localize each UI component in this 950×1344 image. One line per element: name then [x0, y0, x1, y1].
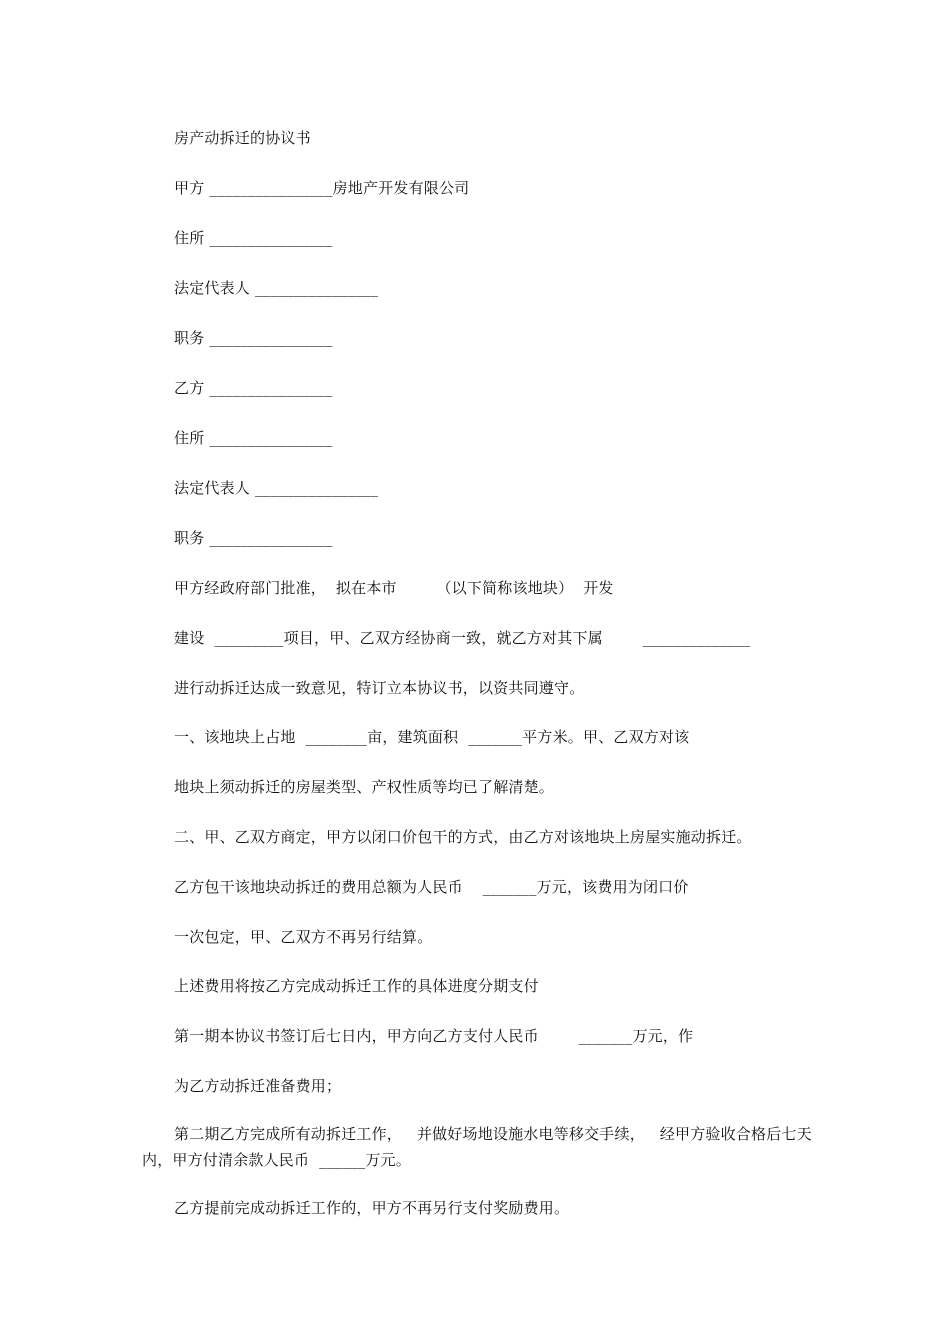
clause-2-line-2: 乙方包干该地块动拆迁的费用总额为人民币 _______万元，该费用为闭口价 [174, 878, 689, 896]
clause-1-line-2: 地块上须动拆迁的房屋类型、产权性质等均已了解清楚。 [174, 778, 555, 796]
payment-1-line-1: 第一期本协议书签订后七日内，甲方向乙方支付人民币 _______万元，作 [174, 1027, 694, 1045]
payment-2-paragraph: 第二期乙方完成所有动拆迁工作， 并做好场地设施水电等移交手续， 经甲方验收合格后七天内，甲方付清余款人民币 ______万元。 [142, 1125, 812, 1169]
clause-2-line-1: 二、甲、乙双方商定，甲方以闭口价包干的方式，由乙方对该地块上房屋实施动拆迁。 [174, 828, 752, 846]
clause-2-line-3: 一次包定，甲、乙双方不再另行结算。 [174, 928, 433, 946]
party-a-line: 甲方 ________________房地产开发有限公司 [174, 179, 470, 197]
party-a-legal-rep-line: 法定代表人 ________________ [174, 279, 379, 297]
recital-line-2: 建设 _________项目，甲、乙双方经协商一致，就乙方对其下属 ______________ [174, 629, 751, 647]
recital-line-1: 甲方经政府部门批准， 拟在本市 （以下简称该地块） 开发 [174, 579, 614, 597]
party-b-position-line: 职务 ________________ [174, 529, 333, 547]
party-b-legal-rep-line: 法定代表人 ________________ [174, 479, 379, 497]
recital-line-3: 进行动拆迁达成一致意见，特订立本协议书，以资共同遵守。 [174, 679, 585, 697]
payment-1-line-2: 为乙方动拆迁准备费用； [174, 1077, 342, 1095]
bonus-clause-line: 乙方提前完成动拆迁工作的，甲方不再另行支付奖励费用。 [174, 1199, 570, 1217]
document-title: 房产动拆迁的协议书 [174, 129, 311, 147]
clause-1-line-1: 一、该地块上占地 ________亩，建筑面积 _______平方米。甲、乙双方对该 [174, 728, 690, 746]
party-a-position-line: 职务 ________________ [174, 329, 333, 347]
party-b-line: 乙方 ________________ [174, 379, 333, 397]
payment-intro-line: 上述费用将按乙方完成动拆迁工作的具体进度分期支付 [174, 977, 539, 995]
party-a-address-line: 住所 ________________ [174, 229, 333, 247]
party-b-address-line: 住所 ________________ [174, 429, 333, 447]
